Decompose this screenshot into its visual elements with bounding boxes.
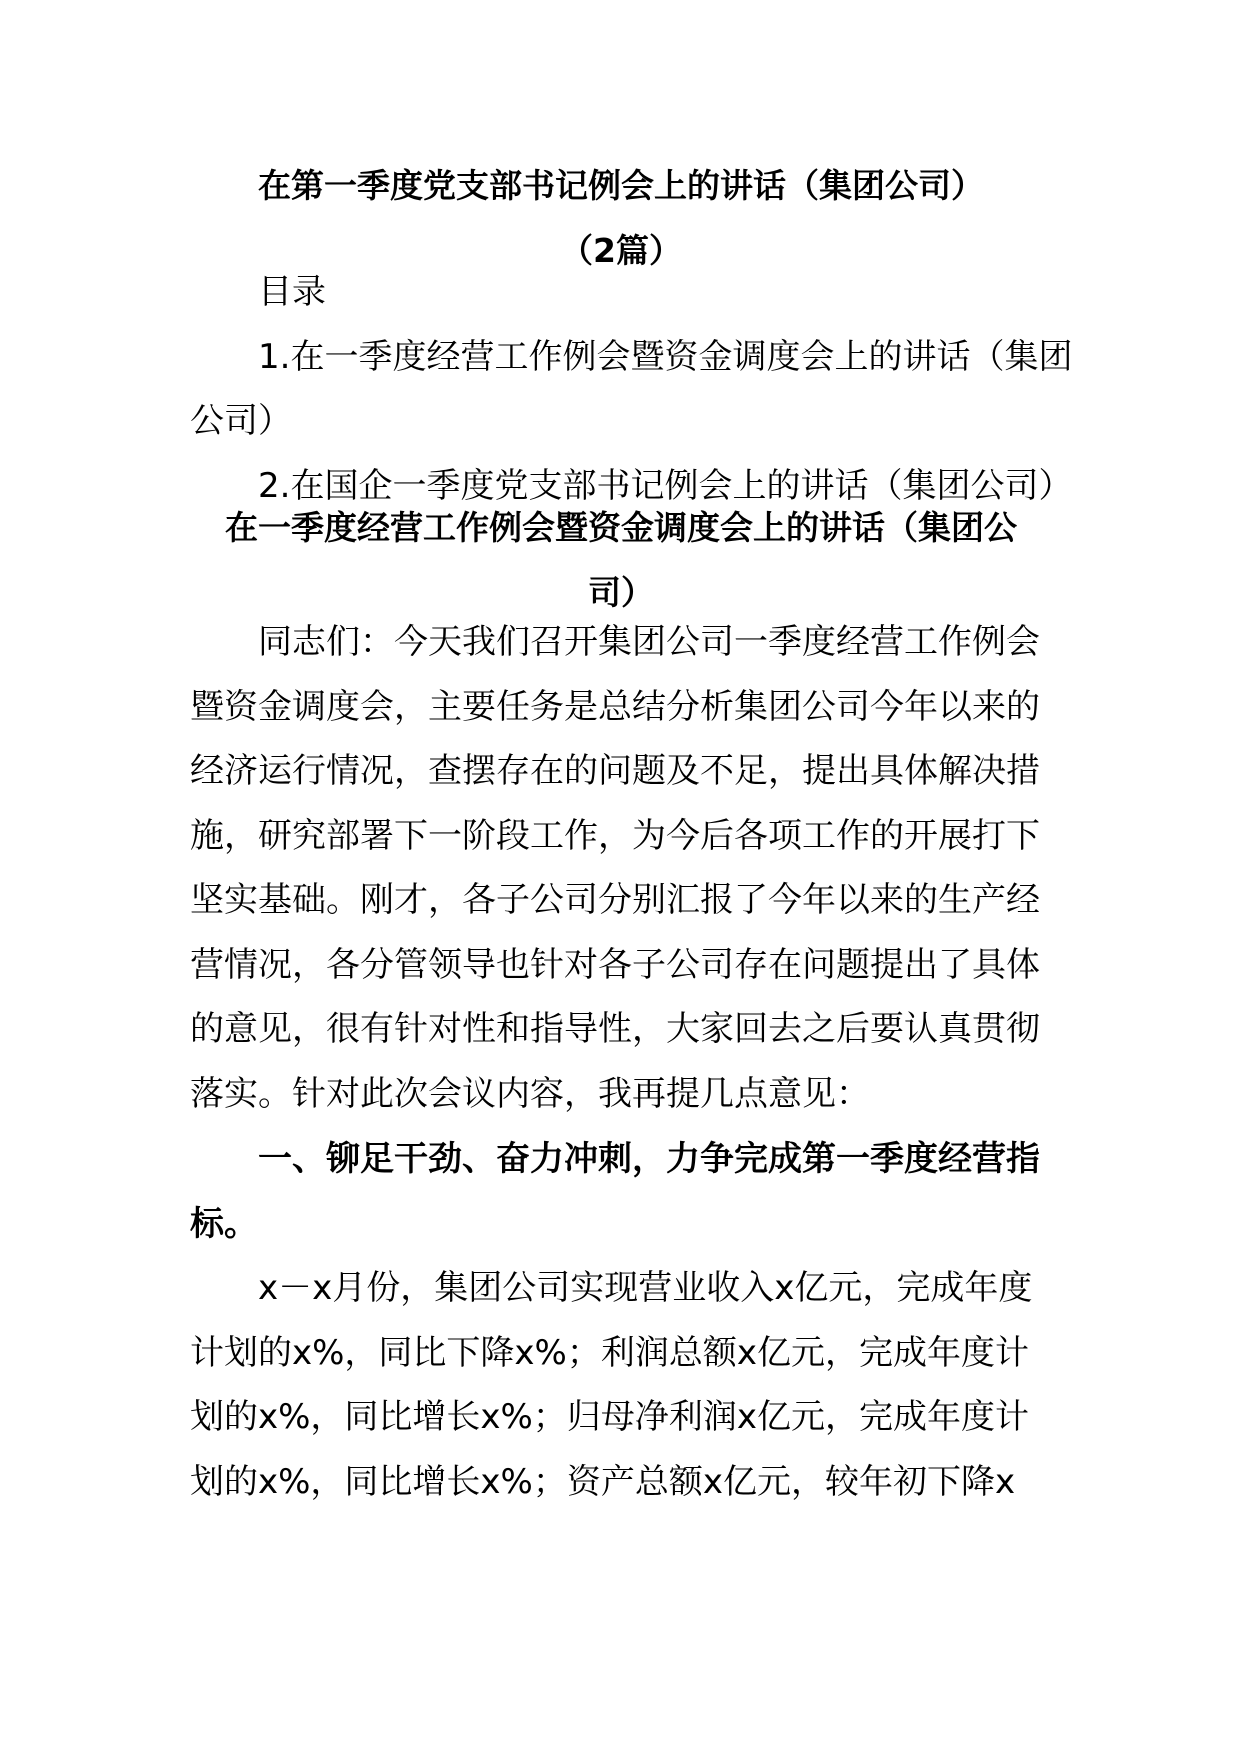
main-title-line-2: （2篇） <box>560 230 682 270</box>
data-paragraph <box>190 1256 1052 1514</box>
intro-paragraph <box>190 610 1052 1126</box>
section-title <box>190 496 1052 625</box>
data-line-3: 划的x%，同比增长x%；归母净利润x亿元，完成年度计 <box>190 1397 1029 1437</box>
intro-line-2: 暨资金调度会，主要任务是总结分析集团公司今年以来的 <box>190 686 1040 727</box>
data-line-2: 计划的x%，同比下降x%；利润总额x亿元，完成年度计 <box>190 1332 1029 1373</box>
section-title-line-1: 在一季度经营工作例会暨资金调度会上的讲话（集团公 <box>225 508 1017 547</box>
data-line-4: 划的x%，同比增长x%；资产总额x亿元，较年初下降x <box>190 1461 1016 1502</box>
intro-line-5: 坚实基础。刚才，各子公司分别汇报了今年以来的生产经 <box>190 880 1040 920</box>
intro-line-1: 同志们：今天我们召开集团公司一季度经营工作例会 <box>258 622 1040 662</box>
toc-label: 目录 <box>258 272 326 312</box>
heading-one <box>190 1127 1052 1256</box>
table-of-contents <box>190 260 1073 518</box>
toc-item-1-line-1: 1.在一季度经营工作例会暨资金调度会上的讲话（集团 <box>258 336 1073 377</box>
toc-item-2-line-1: 2.在国企一季度党支部书记例会上的讲话（集团公司） <box>258 465 1073 506</box>
intro-line-7: 的意见，很有针对性和指导性，大家回去之后要认真贯彻 <box>190 1009 1040 1049</box>
main-title-line-1: 在第一季度党支部书记例会上的讲话（集团公司） <box>258 166 984 205</box>
intro-line-3: 经济运行情况，查摆存在的问题及不足，提出具体解决措 <box>190 751 1040 791</box>
heading-one-line-2: 标。 <box>190 1203 258 1244</box>
intro-line-8: 落实。针对此次会议内容，我再提几点意见： <box>190 1073 870 1114</box>
intro-line-6: 营情况，各分管领导也针对各子公司存在问题提出了具体 <box>190 944 1040 985</box>
toc-item-1-line-2: 公司） <box>190 401 292 441</box>
data-line-1: x－x月份，集团公司实现营业收入x亿元，完成年度 <box>258 1268 1033 1308</box>
intro-line-4: 施，研究部署下一阶段工作，为今后各项工作的开展打下 <box>190 815 1040 856</box>
section-title-line-2: 司） <box>588 572 654 612</box>
heading-one-line-1: 一、铆足干劲、奋力冲刺，力争完成第一季度经营指 <box>258 1139 1040 1179</box>
